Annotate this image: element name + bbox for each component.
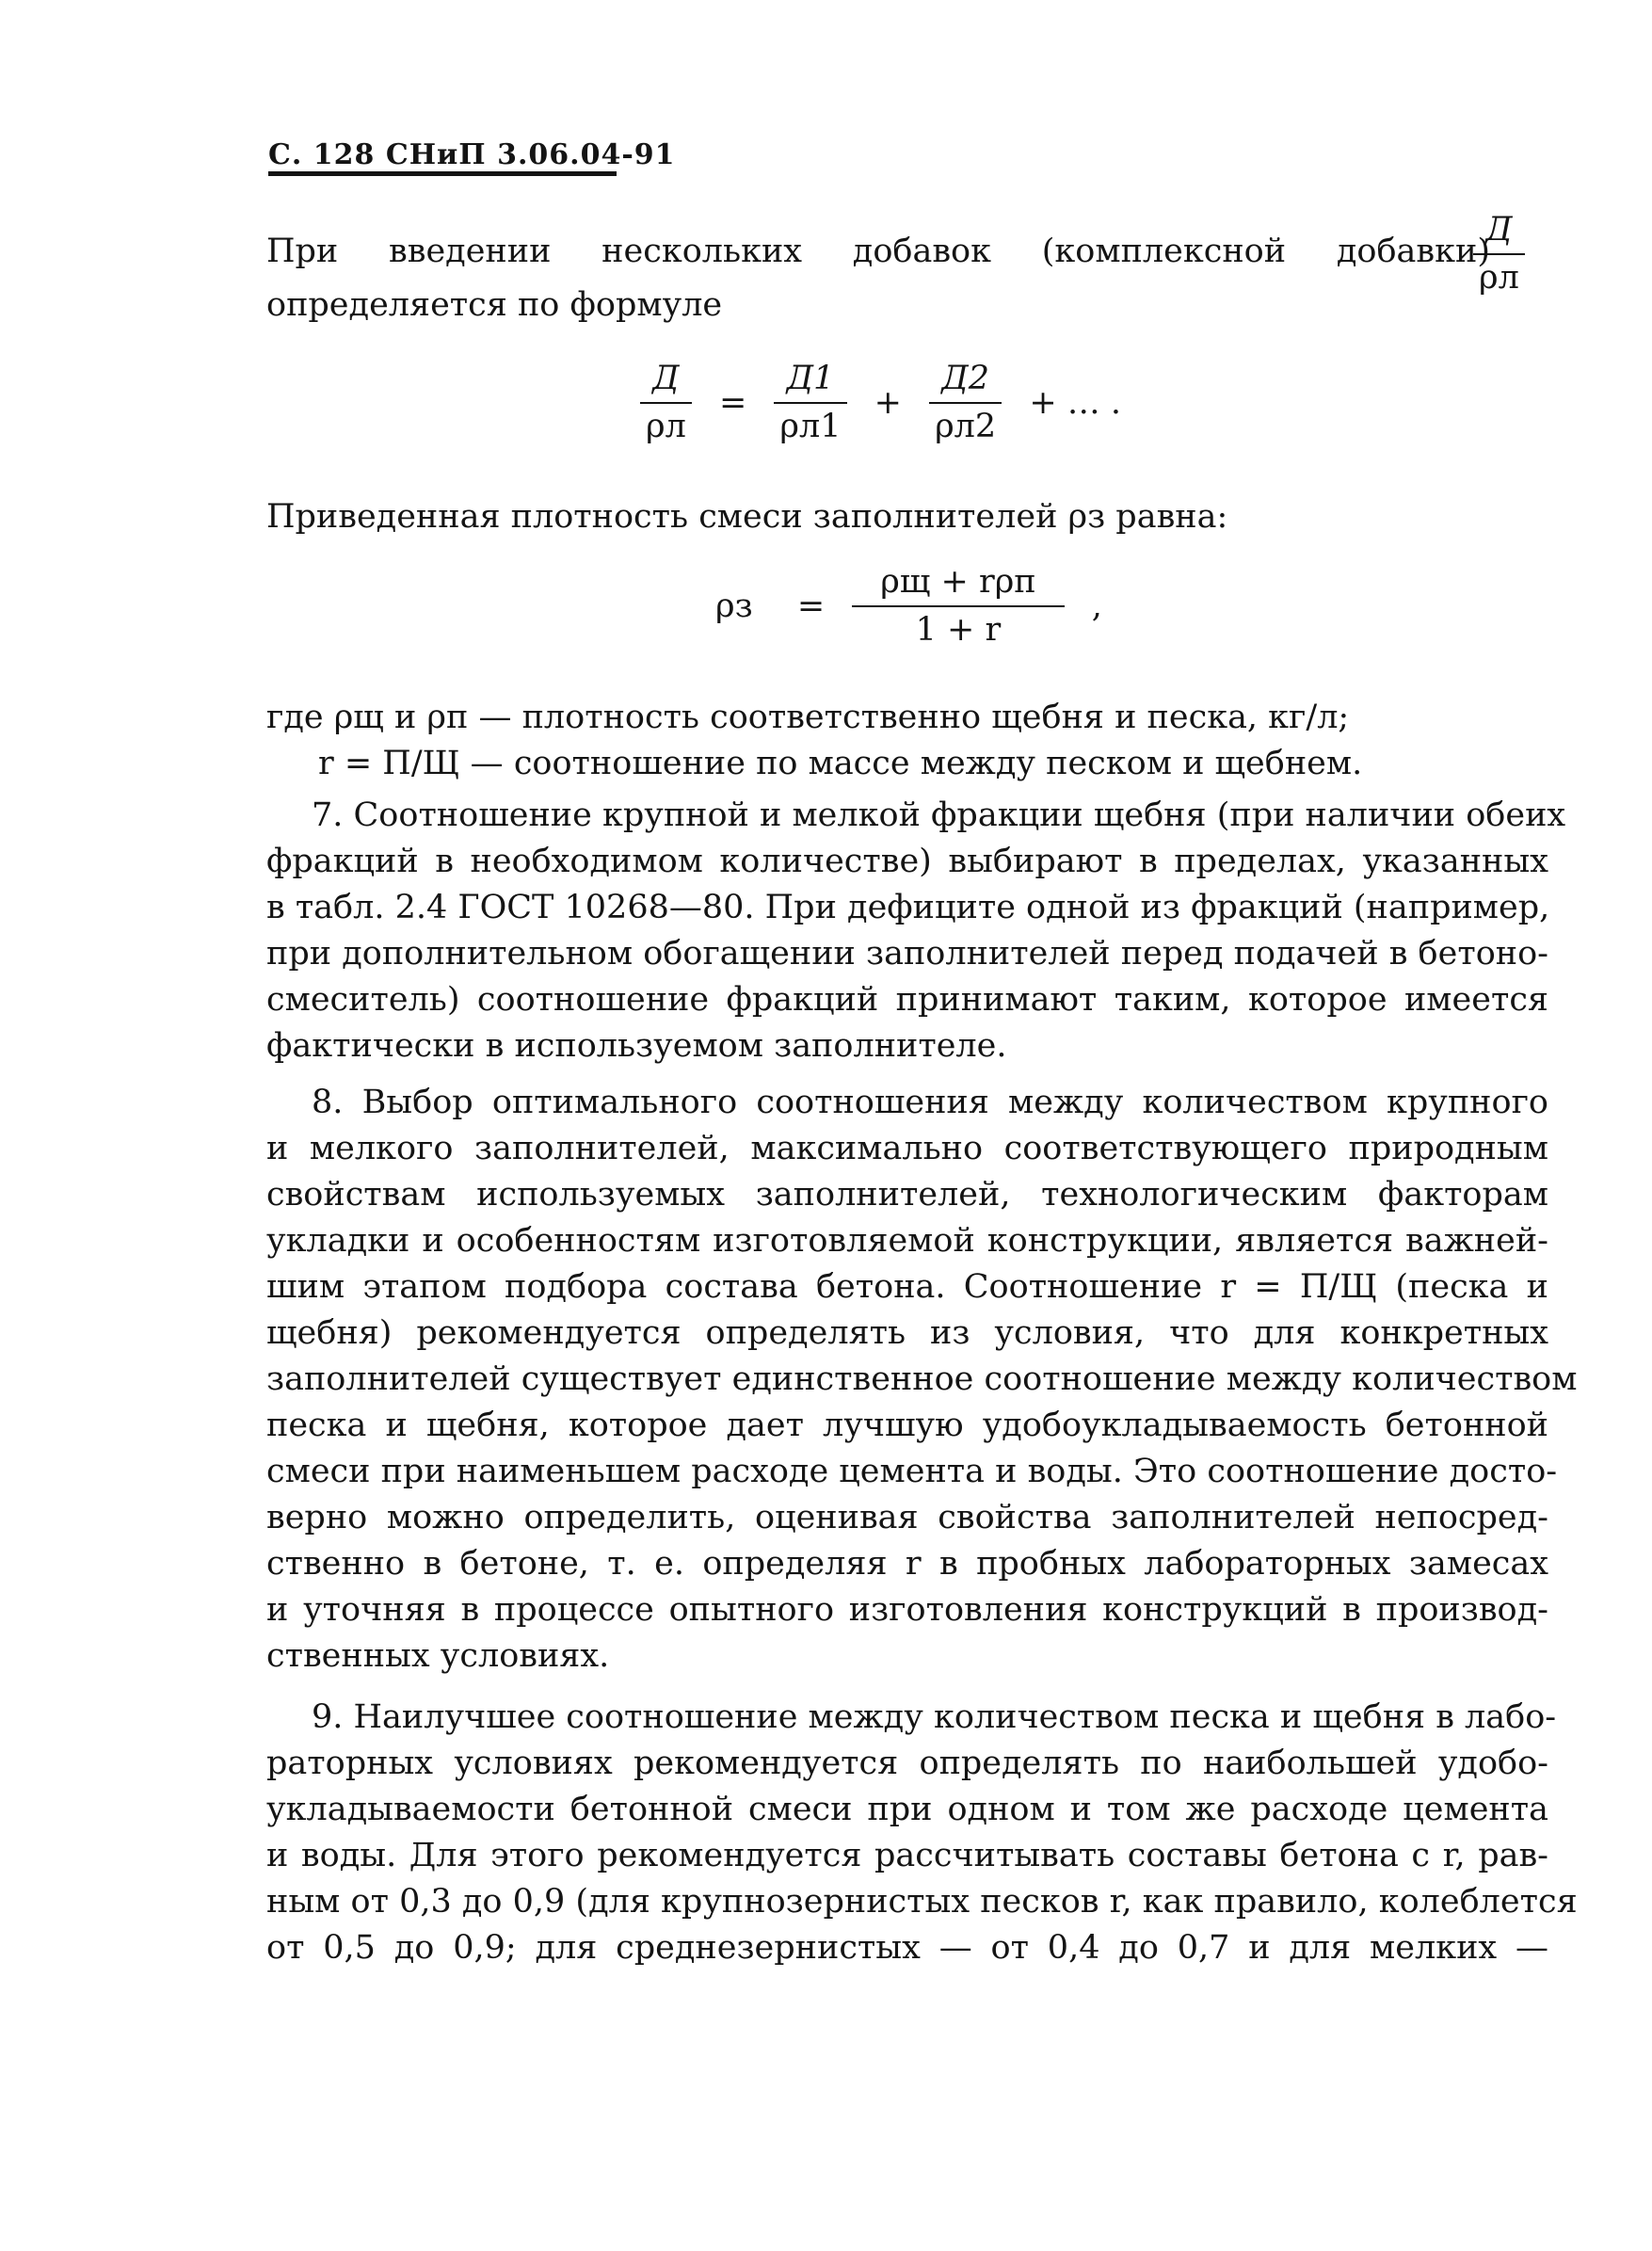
formula1-lhs-num: Д <box>652 360 680 397</box>
paragraph-7: 7. Соотношение крупной и мелкой фракции щебня (при наличии обеих фракций в необходимом количестве) выбирают в пределах, указанных в табл. 2.4 ГОСТ 10268—80. При дефиците одной из фракций (например, при дополнительном обогащении заполнителей перед подачей в бетоно- смеситель) соотношение фракций принимают таким, которое имеется фактически в используемом заполнителе. <box>266 796 1566 1065</box>
where-clause <box>266 695 1548 787</box>
density-intro: Приведенная плотность смеси заполнителей ρз равна: <box>266 498 1228 536</box>
formula1-plus: + <box>874 383 902 422</box>
formula-density <box>715 559 1119 653</box>
formula1-term2-num: Д2 <box>941 360 990 397</box>
formula2-numerator: ρщ + rρп <box>880 563 1036 601</box>
formula-additives <box>640 356 1138 450</box>
running-head: С. 128 СНиП 3.06.04-91 <box>268 138 676 171</box>
header-rule <box>268 171 617 176</box>
formula2-equals: = <box>796 587 826 625</box>
paragraph-8: 8. Выбор оптимального соотношения между количеством крупного и мелкого заполнителей, максимально соответствующего природным свойствам используемых заполнителей, технологическим факторам укладки и особенностям изготовляемой конструкции, является важней- шим этапом подбора состава бетона. Соотношение r = П/Щ (песка и щебня) рекомендуется определять из условия, что для конкретных заполнителей существует единственное соотношение между количеством песка и щебня, которое дает лучшую удобоукладываемость бетонной смеси при наименьшем расходе цемента и воды. Это соотношение досто- верно можно определить, оценивая свойства заполнителей непосред- ственно в бетоне, т. е. определяя r в пробных лабораторных замесах и уточняя в процессе опытного изготовления конструкций в производ- ственных условиях. <box>266 1084 1578 1675</box>
formula1-tail: + … . <box>1029 383 1122 422</box>
formula1-term1-num: Д1 <box>786 360 835 397</box>
intro-line-1: При введении нескольких добавок (комплексной добавки) <box>266 233 1490 270</box>
formula1-lhs-den: ρл <box>640 402 692 450</box>
formula1-term1-den: ρл1 <box>774 402 846 450</box>
intro-fraction-numerator: Д <box>1485 211 1513 249</box>
intro-fraction-denominator: ρл <box>1473 253 1525 301</box>
formula1-equals: = <box>718 383 747 422</box>
where-line-1: где ρщ и ρп — плотность соответственно щебня и песка, кг/л; <box>266 699 1350 736</box>
formula2-comma: , <box>1091 587 1102 625</box>
formula2-lhs: ρз <box>715 587 753 625</box>
where-line-2: r = П/Щ — соотношение по массе между песком и щебнем. <box>318 745 1363 782</box>
formula1-term2-den: ρл2 <box>929 402 1002 450</box>
formula2-denominator: 1 + r <box>852 605 1064 653</box>
paragraph-9: 9. Наилучшее соотношение между количеством песка и щебня в лабо- раторных условиях рекомендуется определять по наибольшей удобо- укладываемости бетонной смеси при одном и том же расходе цемента и воды. Для этого рекомендуется рассчитывать составы бетона с r, рав- ным от 0,3 до 0,9 (для крупнозернистых песков r, как правило, колеблется от 0,5 до 0,9; для среднезернистых — от 0,4 до 0,7 и для мелких — <box>266 1698 1578 1967</box>
intro-line-2: определяется по формуле <box>266 286 723 324</box>
